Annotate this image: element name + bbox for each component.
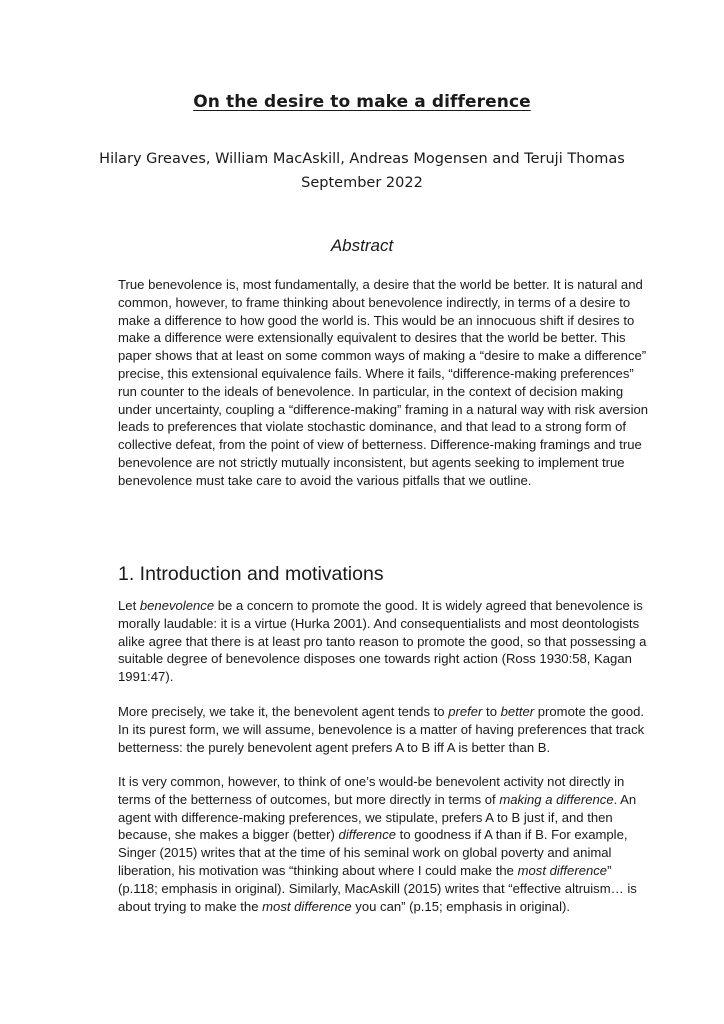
paragraph-line <box>118 703 658 721</box>
publication-date: September 2022 <box>301 175 423 191</box>
section-heading: 1. Introduction and motivations <box>118 563 384 585</box>
paper-title: On the desire to make a difference <box>193 92 531 112</box>
paragraph-line <box>118 862 658 880</box>
paragraph-line <box>118 597 658 615</box>
abstract-line: paper shows that at least on some common ways of making a “desire to make a difference” <box>118 348 647 364</box>
abstract-line: leads to preferences that violate stochastic dominance, and that lead to a strong form of <box>118 419 627 435</box>
emphasis-text: better <box>500 704 535 719</box>
abstract-line: collective defeat, from the point of view of betterness. Difference-making framings and true <box>118 437 642 453</box>
body-paragraph-2 <box>118 703 658 756</box>
emphasis-text: benevolence <box>139 598 215 613</box>
abstract-line: precise, this extensional equivalence fails. Where it fails, “difference-making preferences” <box>118 365 634 381</box>
emphasis-text: difference <box>338 827 397 843</box>
paragraph-line: It is very common, however, to think of one’s would-be benevolent activity not directly in <box>118 774 625 789</box>
author-block <box>0 147 724 195</box>
abstract-line: run counter to the ideals of benevolence. In particular, in the context of decision making <box>118 383 624 399</box>
paragraph-line: alike agree that there is at least pro tanto reason to promote the good, so that possessing a <box>118 633 647 649</box>
text-run: Let <box>118 598 140 613</box>
abstract-line: make a difference were extensionally equivalent to desires that the world be better. This <box>118 330 626 346</box>
text-run: More precisely, we take it, the benevolent agent tends to <box>118 704 449 719</box>
paragraph-line: morally laudable: it is a virtue (Hurka 2001). And consequentialists and most deontologists <box>118 615 640 631</box>
abstract-line: benevolence must take care to avoid the various pitfalls that we outline. <box>118 472 532 488</box>
abstract-line: benevolence are not strictly mutually inconsistent, but agents seeking to implement true <box>118 454 625 470</box>
text-run: liberation, his motivation was “thinking about where I could make the <box>118 862 518 878</box>
paragraph-line <box>118 826 658 844</box>
emphasis-text: prefer <box>448 704 483 719</box>
text-run: terms of the betterness of outcomes, but more directly in terms of <box>118 791 500 807</box>
text-run: about trying to make the <box>118 898 263 914</box>
paragraph-line: agent with difference-making preferences, we stipulate, prefers A to B just if, and then <box>118 809 613 825</box>
paragraph-line: Singer (2015) writes that at the time of his seminal work on global poverty and animal <box>118 845 612 861</box>
abstract-line: common, however, to frame thinking about benevolence indirectly, in terms of a desire to <box>118 294 631 310</box>
text-run: be a concern to promote the good. It is widely agreed that benevolence is <box>214 598 643 613</box>
emphasis-text: making a difference <box>499 791 614 807</box>
emphasis-text: most difference <box>262 898 352 914</box>
author-list: Hilary Greaves, William MacAskill, Andreas Mogensen and Teruji Thomas <box>99 151 625 167</box>
body-paragraph-3 <box>118 773 658 915</box>
text-run: you can” (p.15; emphasis in original). <box>351 898 570 914</box>
text-run: ” <box>607 862 612 878</box>
abstract-body <box>118 276 649 490</box>
text-run: because, she makes a bigger (better) <box>118 827 339 843</box>
paragraph-line: In its purest form, we will assume, benevolence is a matter of having preferences that track <box>118 721 645 737</box>
paragraph-line: suitable degree of benevolence disposes one towards right action (Ross 1930:58, Kagan <box>118 651 632 667</box>
text-run: promote the good. <box>534 704 645 719</box>
abstract-line: make a difference to how good the world is. This would be an innocuous shift if desires to <box>118 312 635 328</box>
abstract-heading: Abstract <box>330 236 394 255</box>
abstract-line: under uncertainty, coupling a “difference-making” framing in a natural way with risk aversion <box>118 401 649 417</box>
paragraph-line: (p.118; emphasis in original). Similarly, MacAskill (2015) writes that “effective altruism… is <box>118 880 637 896</box>
text-run: to <box>482 704 501 719</box>
paragraph-line <box>118 791 658 809</box>
paragraph-line <box>118 898 658 916</box>
paragraph-line: 1991:47). <box>118 669 174 685</box>
emphasis-text: most difference <box>517 862 608 878</box>
abstract-line: True benevolence is, most fundamentally, a desire that the world be better. It is natural and <box>118 277 643 292</box>
text-run: . An <box>613 791 637 807</box>
body-paragraph-1 <box>118 597 658 686</box>
text-run: to goodness if A than if B. For example, <box>396 827 628 843</box>
paragraph-line: betterness: the purely benevolent agent prefers A to B iff A is better than B. <box>118 739 551 755</box>
